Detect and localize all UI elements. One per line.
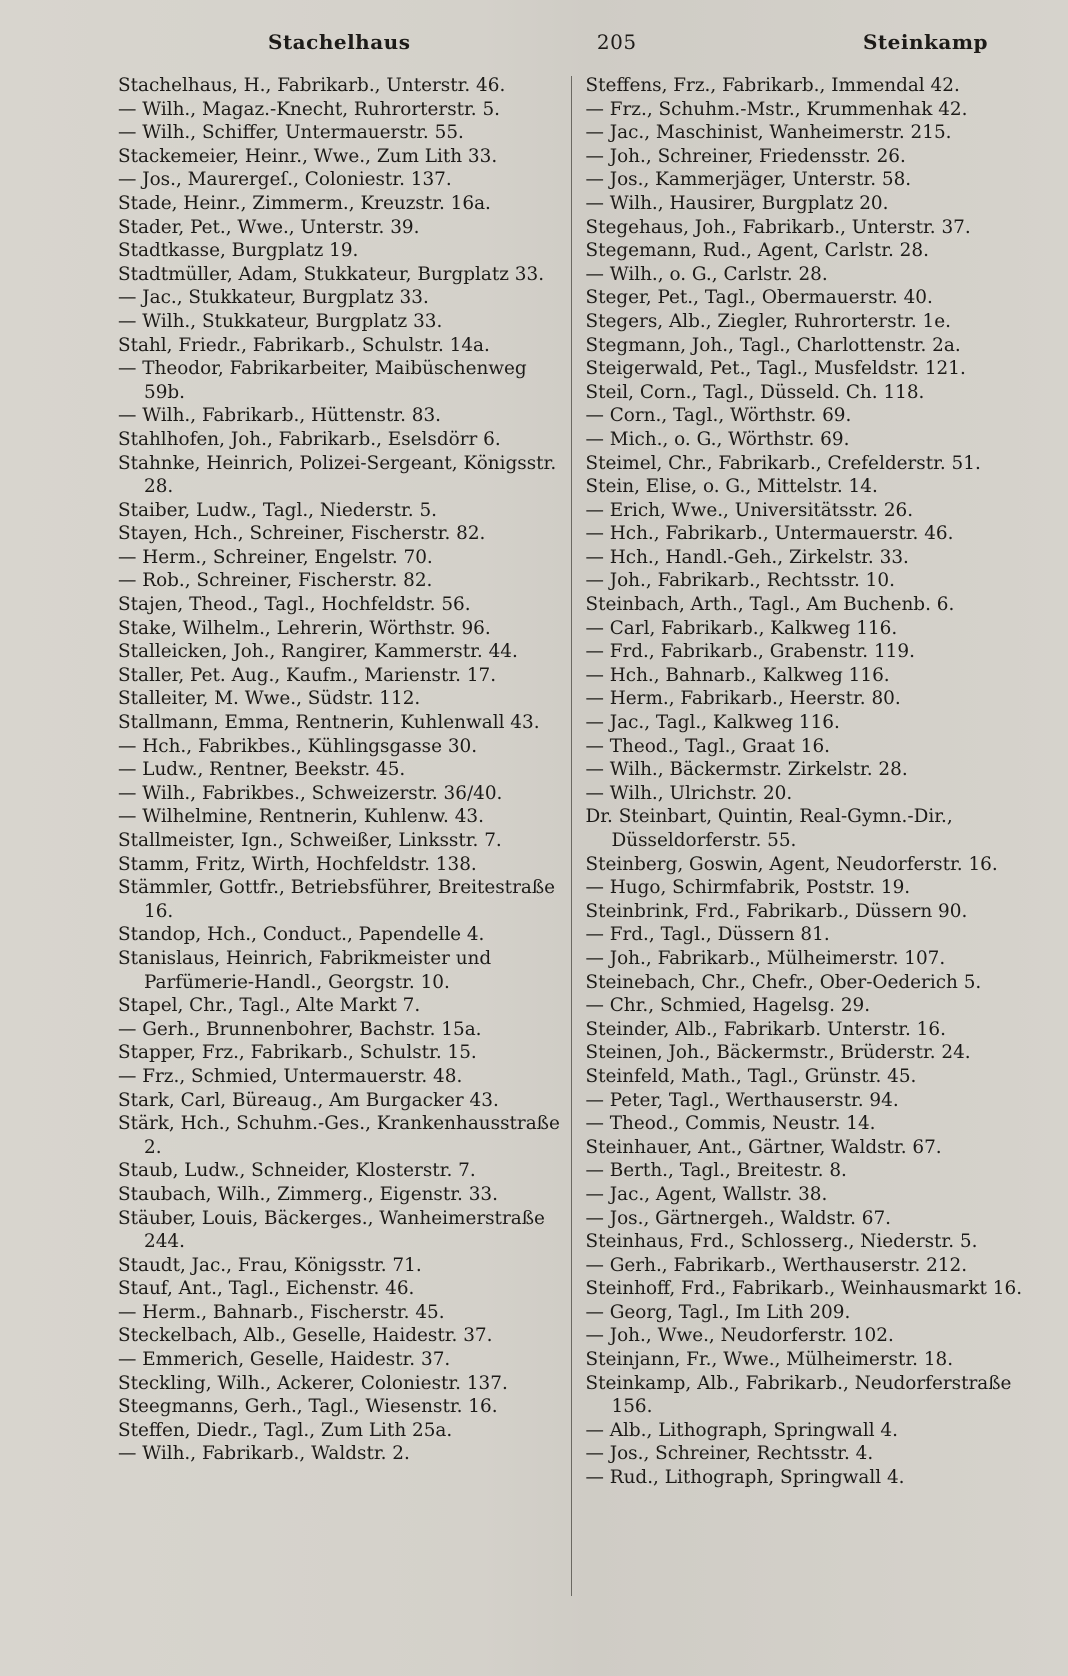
directory-entry: — Frd., Tagl., Düssern 81. — [585, 924, 830, 946]
directory-entry: Stegemann, Rud., Agent, Carlstr. 28. — [585, 240, 929, 262]
directory-entry: Steinbrink, Frd., Fabrikarb., Düssern 90. — [585, 900, 968, 922]
directory-entry: — Joh., Schreiner, Friedensstr. 26. — [585, 145, 906, 167]
directory-entry: Stalleicken, Joh., Rangirer, Kammerstr. 44. — [118, 641, 518, 663]
directory-entry: Standop, Hch., Conduct., Papendelle 4. — [118, 924, 485, 946]
directory-entry: Steinen, Joh., Bäckermstr., Brüderstr. 24. — [585, 1042, 971, 1064]
directory-entry: Staller, Pet. Aug., Kaufm., Marienstr. 17. — [118, 664, 497, 686]
directory-entry: — Ludw., Rentner, Beekstr. 45. — [118, 759, 406, 781]
directory-entry: — Jos., Kammerjäger, Unterstr. 58. — [585, 169, 912, 191]
directory-entry: — Jos., Maurergeſ., Coloniestr. 137. — [118, 169, 452, 191]
directory-entry: — Wilh., Fabrikarb., Hüttenstr. 83. — [118, 405, 442, 427]
directory-entry: Stadtkasse, Burgplatz 19. — [118, 240, 359, 262]
directory-entry: Steinhauer, Ant., Gärtner, Waldstr. 67. — [585, 1136, 942, 1158]
directory-entry: — Wilh., Bäckermstr. Zirkelstr. 28. — [585, 759, 908, 781]
directory-entry: Staiber, Ludw., Tagl., Niederstr. 5. — [118, 499, 438, 521]
directory-entry: — Jos., Gärtnergeh., Waldstr. 67. — [585, 1207, 892, 1229]
directory-entry: — Frd., Fabrikarb., Grabenstr. 119. — [585, 641, 915, 663]
directory-entry: Stake, Wilhelm., Lehrerin, Wörthstr. 96. — [118, 617, 491, 639]
directory-entry: Stallmann, Emma, Rentnerin, Kuhlenwall 43. — [118, 712, 540, 734]
directory-entry: Steegmanns, Gerh., Tagl., Wiesenstr. 16. — [118, 1396, 498, 1418]
directory-entry: Steckling, Wilh., Ackerer, Coloniestr. 137. — [118, 1372, 508, 1394]
directory-entry: — Theod., Commis, Neustr. 14. — [585, 1113, 876, 1135]
directory-entry: Stamm, Fritz, Wirth, Hochfeldstr. 138. — [118, 853, 477, 875]
entry-columns — [118, 74, 1028, 1596]
directory-entry: Stapper, Frz., Fabrikarb., Schulstr. 15. — [118, 1042, 477, 1064]
directory-entry: — Jac., Tagl., Kalkweg 116. — [585, 712, 840, 734]
header-left-keyword: Stachelhaus — [268, 30, 411, 54]
directory-entry: — Gerh., Fabrikarb., Werthauserstr. 212. — [585, 1254, 968, 1276]
directory-entry: — Wilh., Hausirer, Burgplatz 20. — [585, 192, 889, 214]
directory-entry: — Wilh., Stukkateur, Burgplatz 33. — [118, 310, 443, 332]
directory-entry: — Hch., Fabrikbes., Kühlingsgasse 30. — [118, 735, 478, 757]
directory-entry: — Wilh., Schiffer, Untermauerstr. 55. — [118, 122, 464, 144]
directory-entry: Steinhaus, Frd., Schlosserg., Niederstr. 5. — [585, 1231, 978, 1253]
directory-entry: Stalleiter, M. Wwe., Südstr. 112. — [118, 688, 421, 710]
directory-entry: Stahlhofen, Joh., Fabrikarb., Eselsdörr 6. — [118, 428, 501, 450]
directory-entry: — Wilh., Fabrikarb., Waldstr. 2. — [118, 1443, 410, 1465]
directory-entry: — Chr., Schmied, Hagelsg. 29. — [585, 995, 871, 1017]
directory-entry: Dr. Steinbart, Quintin, Real-Gymn.-Dir., Düsseldorferstr. 55. — [585, 806, 953, 851]
directory-entry: Stegmann, Joh., Tagl., Charlottenstr. 2a. — [585, 334, 961, 356]
directory-entry: Staubach, Wilh., Zimmerg., Eigenstr. 33. — [118, 1183, 498, 1205]
directory-entry: — Rud., Lithograph, Springwall 4. — [585, 1467, 905, 1489]
directory-entry: Stader, Pet., Wwe., Unterstr. 39. — [118, 216, 420, 238]
directory-entry: — Mich., o. G., Wörthstr. 69. — [585, 428, 850, 450]
directory-entry: — Hch., Fabrikarb., Untermauerstr. 46. — [585, 523, 954, 545]
directory-entry: Steger, Pet., Tagl., Obermauerstr. 40. — [585, 287, 933, 309]
directory-entry: — Jac., Agent, Wallstr. 38. — [585, 1183, 828, 1205]
directory-entry: Steimel, Chr., Fabrikarb., Crefelderstr. 51. — [585, 452, 981, 474]
directory-entry: — Hch., Bahnarb., Kalkweg 116. — [585, 664, 890, 686]
directory-entry: — Erich, Wwe., Universitätsstr. 26. — [585, 499, 914, 521]
page-number: 205 — [596, 30, 637, 54]
directory-entry: — Herm., Fabrikarb., Heerstr. 80. — [585, 688, 901, 710]
directory-entry: Stachelhaus, H., Fabrikarb., Unterstr. 46. — [118, 75, 506, 96]
directory-entry: Stegers, Alb., Ziegler, Ruhrorterstr. 1e. — [585, 310, 951, 332]
directory-entry: — Theod., Tagl., Graat 16. — [585, 735, 831, 757]
directory-entry: — Theodor, Fabrikarbeiter, Maibüschenweg 59b. — [118, 358, 527, 403]
directory-entry: Steinfeld, Math., Tagl., Grünstr. 45. — [585, 1065, 917, 1087]
directory-entry: Steckelbach, Alb., Geselle, Haidestr. 37. — [118, 1325, 493, 1347]
right-column — [572, 74, 1029, 1596]
directory-entry: Stark, Carl, Büreaug., Am Burgacker 43. — [118, 1089, 499, 1111]
directory-entry: Stajen, Theod., Tagl., Hochfeldstr. 56. — [118, 594, 471, 616]
directory-entry: — Jos., Schreiner, Rechtsstr. 4. — [585, 1443, 874, 1465]
directory-entry: — Frz., Schuhm.-Mstr., Krummenhak 42. — [585, 98, 968, 120]
directory-entry: Steil, Corn., Tagl., Düsseld. Ch. 118. — [585, 381, 925, 403]
directory-entry: — Hch., Handl.-Geh., Zirkelstr. 33. — [585, 546, 909, 568]
directory-entry: — Gerh., Brunnenbohrer, Bachstr. 15a. — [118, 1018, 482, 1040]
directory-entry: Stallmeister, Ign., Schweißer, Linksstr. 7. — [118, 830, 502, 851]
directory-entry: Stanislaus, Heinrich, Fabrikmeister und Parfümerie-Handl., Georgstr. 10. — [118, 947, 492, 993]
directory-entry: — Carl, Fabrikarb., Kalkweg 116. — [585, 617, 898, 639]
directory-entry: — Jac., Maschinist, Wanheimerstr. 215. — [585, 122, 952, 144]
directory-entry: Stauf, Ant., Tagl., Eichenstr. 46. — [118, 1278, 415, 1300]
directory-entry: — Frz., Schmied, Untermauerstr. 48. — [118, 1065, 463, 1087]
directory-entry: Steinebach, Chr., Chefr., Ober-Oederich 5. — [585, 971, 982, 993]
header-right-keyword: Steinkamp — [862, 30, 988, 54]
directory-entry: Steffens, Frz., Fabrikarb., Immendal 42. — [585, 75, 960, 96]
directory-entry: — Herm., Schreiner, Engelstr. 70. — [118, 546, 433, 568]
directory-entry: — Hugo, Schirmfabrik, Poststr. 19. — [585, 877, 911, 899]
running-header — [118, 30, 1028, 66]
directory-entry: Stadtmüller, Adam, Stukkateur, Burgplatz 33. — [118, 263, 545, 285]
directory-entry: Stackemeier, Heinr., Wwe., Zum Lith 33. — [118, 145, 498, 167]
directory-entry: Steinhoff, Frd., Fabrikarb., Weinhausmarkt 16. — [585, 1278, 1023, 1300]
directory-entry: Staub, Ludw., Schneider, Klosterstr. 7. — [118, 1160, 476, 1182]
directory-entry: — Alb., Lithograph, Springwall 4. — [585, 1419, 898, 1441]
directory-entry: Steinkamp, Alb., Fabrikarb., Neudorferstraße 156. — [585, 1372, 1012, 1418]
directory-entry: Stahnke, Heinrich, Polizei-Sergeant, Königsstr. 28. — [118, 452, 557, 498]
directory-entry: — Berth., Tagl., Breitestr. 8. — [585, 1160, 847, 1182]
directory-entry: Stayen, Hch., Schreiner, Fischerstr. 82. — [118, 523, 486, 545]
directory-entry: Steinberg, Goswin, Agent, Neudorferstr. 16. — [585, 853, 998, 875]
directory-entry: Steigerwald, Pet., Tagl., Musfeldstr. 121. — [585, 358, 966, 380]
directory-entry: — Corn., Tagl., Wörthstr. 69. — [585, 405, 852, 427]
directory-entry: Steinbach, Arth., Tagl., Am Buchenb. 6. — [585, 594, 955, 616]
directory-entry: — Georg, Tagl., Im Lith 209. — [585, 1301, 851, 1323]
left-column — [118, 74, 571, 1596]
directory-entry: — Wilh., Fabrikbes., Schweizerstr. 36/40. — [118, 782, 503, 804]
directory-entry: Stämmler, Gottfr., Betriebsführer, Breitestraße 16. — [118, 877, 555, 922]
directory-entry: Staudt, Jac., Frau, Königsstr. 71. — [118, 1254, 422, 1276]
directory-entry: — Joh., Fabrikarb., Mülheimerstr. 107. — [585, 947, 946, 969]
directory-entry: — Joh., Fabrikarb., Rechtsstr. 10. — [585, 570, 895, 592]
directory-entry: Steinder, Alb., Fabrikarb. Unterstr. 16. — [585, 1018, 946, 1040]
directory-entry: Steinjann, Fr., Wwe., Mülheimerstr. 18. — [585, 1349, 954, 1371]
directory-entry: Stäuber, Louis, Bäckerges., Wanheimerstraße 244. — [118, 1207, 545, 1253]
directory-entry: Stegehaus, Joh., Fabrikarb., Unterstr. 37. — [585, 216, 971, 238]
directory-entry: — Wilh., Ulrichstr. 20. — [585, 782, 793, 804]
directory-entry: — Emmerich, Geselle, Haidestr. 37. — [118, 1349, 451, 1371]
directory-entry: Stade, Heinr., Zimmerm., Kreuzstr. 16a. — [118, 192, 491, 214]
directory-entry: Stärk, Hch., Schuhm.-Ges., Krankenhausstraße 2. — [118, 1113, 560, 1158]
directory-entry: Stapel, Chr., Tagl., Alte Markt 7. — [118, 995, 421, 1017]
directory-entry: — Rob., Schreiner, Fischerstr. 82. — [118, 570, 433, 592]
directory-entry: — Wilh., Magaz.-Knecht, Ruhrorterstr. 5. — [118, 98, 501, 120]
directory-entry: — Wilh., o. G., Carlstr. 28. — [585, 263, 828, 285]
directory-entry: Stahl, Friedr., Fabrikarb., Schulstr. 14a. — [118, 334, 490, 356]
directory-entry: — Jac., Stukkateur, Burgplatz 33. — [118, 287, 429, 309]
directory-entry: — Joh., Wwe., Neudorferstr. 102. — [585, 1325, 894, 1347]
directory-entry: — Peter, Tagl., Werthauserstr. 94. — [585, 1089, 899, 1111]
directory-entry: Steffen, Diedr., Tagl., Zum Lith 25a. — [118, 1419, 453, 1441]
directory-entry: Stein, Elise, o. G., Mittelstr. 14. — [585, 476, 878, 498]
directory-entry: — Herm., Bahnarb., Fischerstr. 45. — [118, 1301, 445, 1323]
directory-entry: — Wilhelmine, Rentnerin, Kuhlenw. 43. — [118, 806, 484, 828]
